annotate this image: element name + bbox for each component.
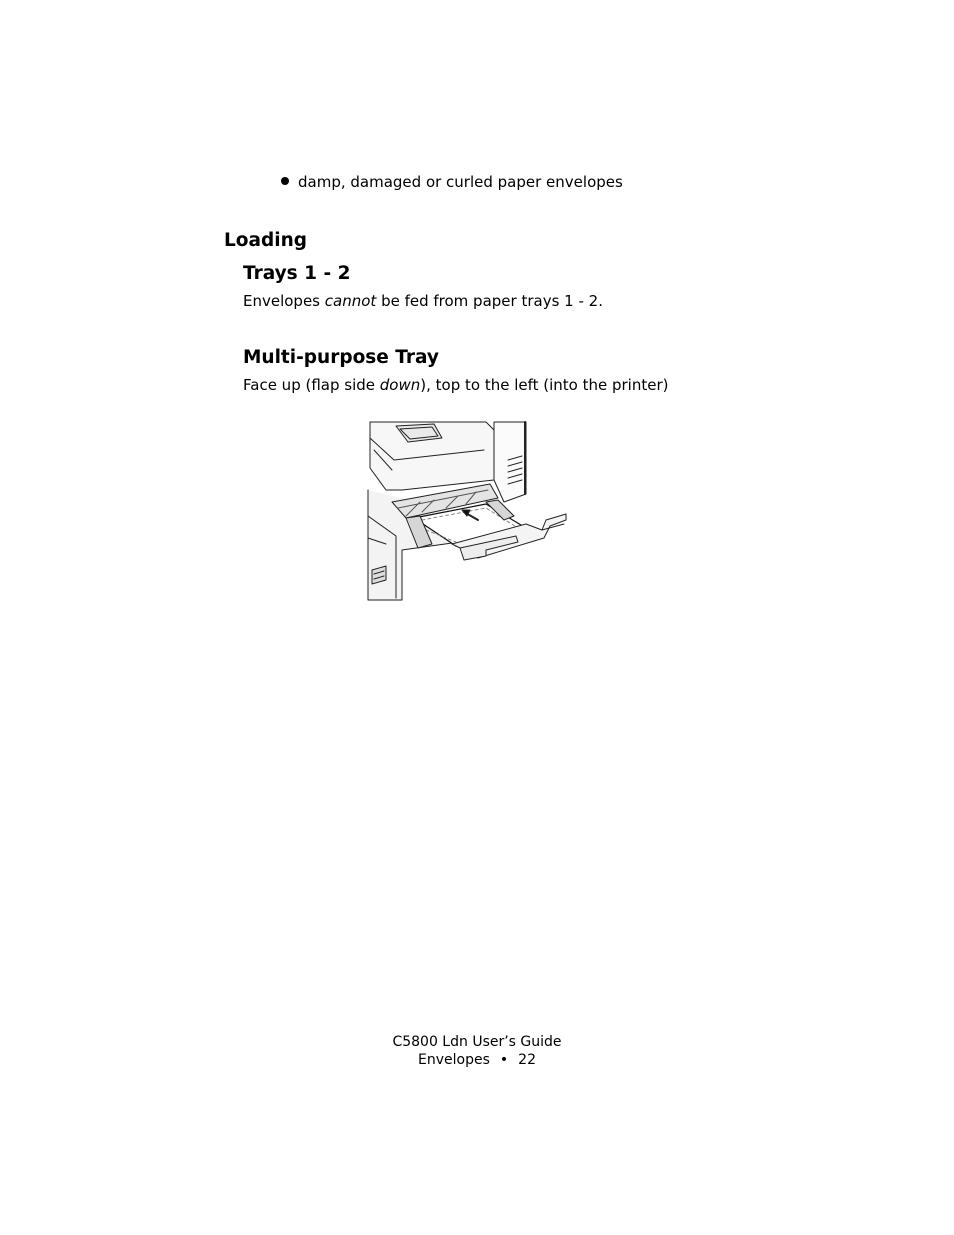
trays-text-before: Envelopes bbox=[243, 292, 325, 310]
mpt-text-before: Face up (flap side bbox=[243, 376, 380, 394]
trays-text-after: be fed from paper trays 1 - 2. bbox=[376, 292, 603, 310]
printer-tray-illustration bbox=[366, 420, 568, 602]
mpt-text-after: ), top to the left (into the printer) bbox=[420, 376, 669, 394]
bullet-list-item bbox=[281, 172, 623, 192]
trays-text-emphasis: cannot bbox=[324, 292, 377, 310]
footer-guide-title: C5800 Ldn User’s Guide bbox=[392, 1034, 562, 1050]
subheading-trays: Trays 1 - 2 bbox=[243, 263, 351, 284]
subheading-multi-purpose-tray: Multi-purpose Tray bbox=[243, 347, 439, 368]
printer-envelope-loading-drawing bbox=[366, 420, 568, 602]
bullet-icon bbox=[281, 177, 289, 185]
trays-paragraph bbox=[243, 291, 603, 311]
footer-page-number: 22 bbox=[518, 1052, 536, 1068]
section-heading-loading: Loading bbox=[224, 230, 307, 251]
footer-separator: • bbox=[499, 1052, 509, 1068]
footer-section: Envelopes bbox=[418, 1052, 490, 1068]
multi-purpose-paragraph bbox=[243, 375, 669, 395]
bullet-item-text: damp, damaged or curled paper envelopes bbox=[298, 173, 623, 191]
footer-page-info bbox=[0, 1051, 954, 1069]
mpt-text-emphasis: down bbox=[379, 376, 421, 394]
